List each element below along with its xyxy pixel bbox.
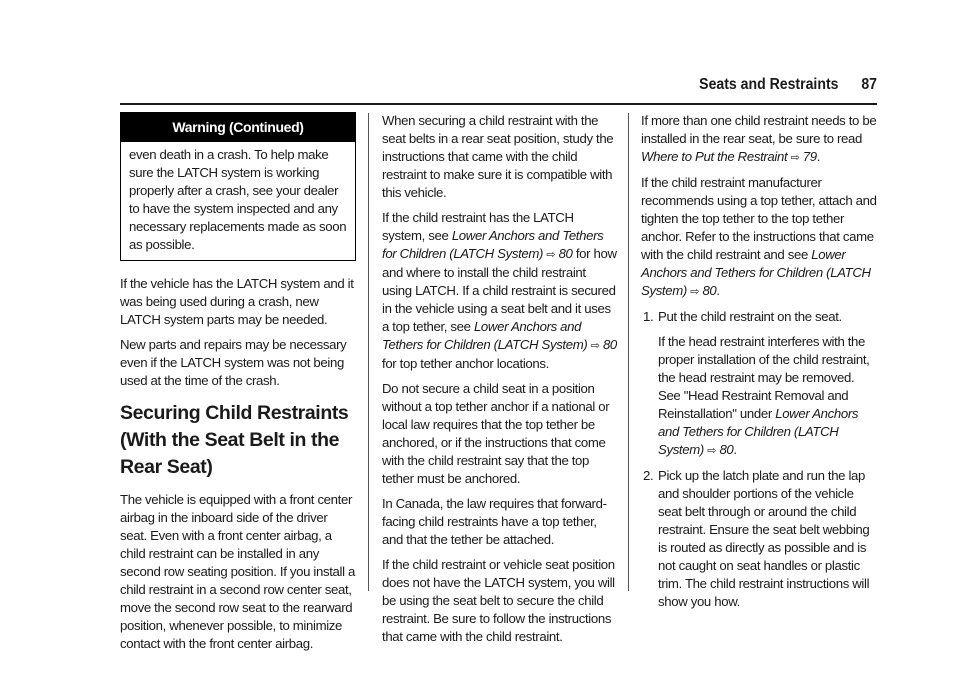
cross-reference-link[interactable]: Lower Anchors and Tethers for Children (LATCH System) — [641, 247, 871, 298]
step-text: Pick up the latch plate and run the lap and shoulder portions of the vehicle seat belt through or around the child restraint. Ensure the seat belt webbing is routed as directly as possible and is not caught on seat handles or plastic trim. The child restraint instructions will show you how. — [658, 468, 870, 609]
paragraph — [382, 209, 618, 373]
page-ref-arrow-icon: ⇨ — [690, 286, 700, 298]
paragraph: In Canada, the law requires that forward-facing child restraints have a top tether, and that the tether be attached. — [382, 496, 607, 547]
steps-list — [641, 308, 877, 611]
column-1 — [120, 112, 356, 660]
page-ref-number[interactable]: 80 — [719, 442, 734, 457]
header-rule — [120, 103, 877, 105]
warning-text: even death in a crash. To help make sure the LATCH system is working properly after a crash, see your dealer to have the system inspected and any necessary replacements made as soon as possible. — [129, 147, 347, 252]
text: . — [716, 283, 720, 298]
section-heading: Securing Child Restraints (With the Seat Belt in the Rear Seat) — [120, 402, 349, 478]
paragraph: If the vehicle has the LATCH system and it was being used during a crash, new LATCH system parts may be needed. — [120, 276, 354, 327]
page-number: 87 — [861, 76, 877, 93]
text: If the child restraint has the LATCH system, see — [382, 210, 574, 243]
list-item — [641, 308, 877, 460]
page-ref-number[interactable]: 79 — [802, 149, 817, 164]
cross-reference-link[interactable]: Lower Anchors and Tethers for Children (LATCH System) — [382, 228, 604, 261]
text: for how and where to install the child restraint using LATCH. If a child restraint is secured in the vehicle using a seat belt and it uses a top tether, see — [382, 246, 617, 334]
cross-reference-link[interactable]: Where to Put the Restraint — [641, 149, 788, 164]
page-ref-arrow-icon: ⇨ — [707, 445, 717, 457]
step-text: Put the child restraint on the seat. — [658, 309, 842, 324]
paragraph: The vehicle is equipped with a front center airbag in the inboard side of the driver seat. Even with a front center airbag, a child restraint can be installed in any second row seating position. If you install a child restraint in a second row center seat, move the second row seat to the rearward position, whenever possible, to minimize contact with the front center airbag. — [120, 492, 355, 651]
paragraph: When securing a child restraint with the seat belts in a rear seat position, study the instructions that came with the child restraint to make sure it is compatible with this vehicle. — [382, 113, 614, 200]
paragraph: If the child restraint or vehicle seat position does not have the LATCH system, you will be using the seat belt to secure the child restraint. Be sure to follow the instructions that came with the child restraint. — [382, 557, 615, 644]
page-header — [211, 76, 877, 102]
step-number: 1. — [643, 309, 654, 324]
section-title: Seats and Restraints — [699, 76, 839, 93]
text: If the head restraint interferes with the proper installation of the child restraint, the head restraint may be removed. See "Head Restraint Removal and Reinstallation" under — [658, 334, 870, 421]
page-ref-arrow-icon: ⇨ — [790, 152, 800, 164]
step-note — [658, 333, 877, 460]
page-ref-number[interactable]: 80 — [558, 246, 573, 261]
column-divider-1 — [368, 113, 369, 591]
paragraph — [641, 112, 877, 167]
page-ref-arrow-icon: ⇨ — [546, 249, 556, 261]
page-ref-arrow-icon: ⇨ — [590, 340, 600, 352]
list-item — [641, 467, 877, 611]
page-ref-number[interactable]: 80 — [702, 283, 717, 298]
text: If more than one child restraint needs to be installed in the rear seat, be sure to read — [641, 113, 877, 146]
warning-title: Warning (Continued) — [120, 112, 356, 142]
cross-reference-link[interactable]: Lower Anchors and Tethers for Children (LATCH System) — [658, 406, 859, 457]
text: If the child restraint manufacturer recommends using a top tether, attach and tighten the top tether to the top tether anchor. Refer to the instructions that came with the child restraint and see — [641, 175, 877, 262]
column-3 — [641, 112, 877, 618]
text: . — [816, 149, 821, 164]
cross-reference-link[interactable]: Lower Anchors and Tethers for Children (LATCH System) — [382, 319, 588, 352]
text: . — [733, 442, 737, 457]
column-2 — [382, 112, 618, 653]
step-number: 2. — [643, 468, 654, 483]
text: for top tether anchor locations. — [382, 356, 549, 371]
column-divider-2 — [628, 113, 629, 591]
page-ref-number[interactable]: 80 — [602, 337, 617, 352]
paragraph — [641, 174, 877, 301]
warning-box — [120, 142, 356, 261]
paragraph: New parts and repairs may be necessary even if the LATCH system was not being used at the time of the crash. — [120, 337, 347, 388]
paragraph: Do not secure a child seat in a position without a top tether anchor if a national or local law requires that the top tether be anchored, or if the instructions that come with the child restraint say that the top tether must be anchored. — [382, 381, 610, 486]
